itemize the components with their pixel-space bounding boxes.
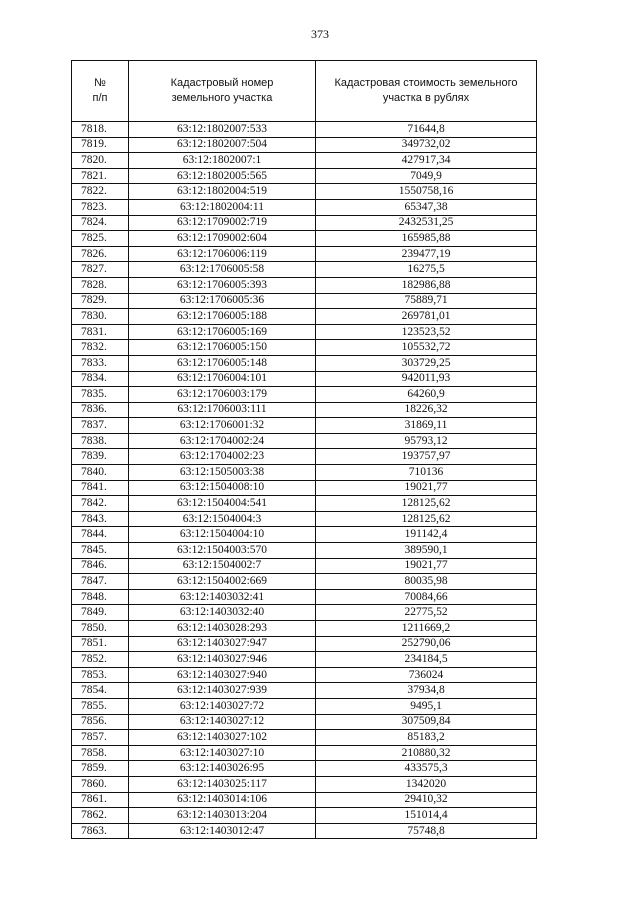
- cadastral-number: 63:12:1403027:940: [129, 667, 316, 683]
- table-header-row: [72, 61, 537, 122]
- row-number: 7831.: [72, 324, 129, 340]
- cadastral-number: 63:12:1403025:117: [129, 776, 316, 792]
- row-number: 7837.: [72, 418, 129, 434]
- cadastral-number: 63:12:1403032:40: [129, 605, 316, 621]
- cadastral-value: 22775,52: [316, 605, 537, 621]
- cadastral-value: 736024: [316, 667, 537, 683]
- cadastral-value: 307509,84: [316, 714, 537, 730]
- cadastral-value: 269781,01: [316, 309, 537, 325]
- table-body: [72, 122, 537, 839]
- row-number: 7845.: [72, 543, 129, 559]
- cadastral-value: 75748,8: [316, 823, 537, 839]
- cadastral-value: 234184,5: [316, 652, 537, 668]
- cadastral-value: 433575,3: [316, 761, 537, 777]
- cadastral-value: 710136: [316, 465, 537, 481]
- table-row: [72, 792, 537, 808]
- table-row: [72, 636, 537, 652]
- cadastral-number: 63:12:1706005:148: [129, 355, 316, 371]
- row-number: 7863.: [72, 823, 129, 839]
- row-number: 7859.: [72, 761, 129, 777]
- table-row: [72, 153, 537, 169]
- row-number: 7825.: [72, 231, 129, 247]
- table-row: [72, 730, 537, 746]
- cadastral-number: 63:12:1403027:72: [129, 698, 316, 714]
- table-row: [72, 231, 537, 247]
- row-number: 7820.: [72, 153, 129, 169]
- row-number: 7839.: [72, 449, 129, 465]
- table-row: [72, 683, 537, 699]
- row-number: 7833.: [72, 355, 129, 371]
- row-number: 7824.: [72, 215, 129, 231]
- table-row: [72, 745, 537, 761]
- cadastral-value: 1342020: [316, 776, 537, 792]
- cadastral-value: 349732,02: [316, 137, 537, 153]
- cadastral-table: [71, 60, 537, 839]
- cadastral-number: 63:12:1403027:946: [129, 652, 316, 668]
- cadastral-number: 63:12:1403027:102: [129, 730, 316, 746]
- table-row: [72, 776, 537, 792]
- table-row: [72, 309, 537, 325]
- row-number: 7822.: [72, 184, 129, 200]
- table-row: [72, 246, 537, 262]
- cadastral-value: 95793,12: [316, 433, 537, 449]
- cadastral-number: 63:12:1709002:604: [129, 231, 316, 247]
- cadastral-value: 303729,25: [316, 355, 537, 371]
- table-row: [72, 293, 537, 309]
- table-row: [72, 527, 537, 543]
- row-number: 7846.: [72, 558, 129, 574]
- cadastral-value: 1550758,16: [316, 184, 537, 200]
- row-number: 7843.: [72, 511, 129, 527]
- table-row: [72, 808, 537, 824]
- row-number: 7842.: [72, 496, 129, 512]
- cadastral-number: 63:12:1504003:570: [129, 543, 316, 559]
- cadastral-value: 427917,34: [316, 153, 537, 169]
- row-number: 7854.: [72, 683, 129, 699]
- row-number: 7848.: [72, 589, 129, 605]
- row-number: 7835.: [72, 387, 129, 403]
- table-row: [72, 402, 537, 418]
- row-number: 7832.: [72, 340, 129, 356]
- cadastral-number: 63:12:1802007:533: [129, 122, 316, 138]
- cadastral-value: 942011,93: [316, 371, 537, 387]
- row-number: 7851.: [72, 636, 129, 652]
- row-number: 7821.: [72, 168, 129, 184]
- row-number: 7858.: [72, 745, 129, 761]
- cadastral-value: 75889,71: [316, 293, 537, 309]
- table-row: [72, 199, 537, 215]
- cadastral-number: 63:12:1706004:101: [129, 371, 316, 387]
- cadastral-number: 63:12:1706006:119: [129, 246, 316, 262]
- row-number: 7841.: [72, 480, 129, 496]
- table-row: [72, 714, 537, 730]
- cadastral-value: 65347,38: [316, 199, 537, 215]
- table-row: [72, 558, 537, 574]
- table-row: [72, 574, 537, 590]
- cadastral-value: 71644,8: [316, 122, 537, 138]
- row-number: 7862.: [72, 808, 129, 824]
- row-number: 7830.: [72, 309, 129, 325]
- cadastral-number: 63:12:1504004:541: [129, 496, 316, 512]
- row-number: 7856.: [72, 714, 129, 730]
- table-row: [72, 340, 537, 356]
- table-row: [72, 667, 537, 683]
- cadastral-number: 63:12:1706005:393: [129, 277, 316, 293]
- cadastral-value: 9495,1: [316, 698, 537, 714]
- cadastral-value: 193757,97: [316, 449, 537, 465]
- cadastral-value: 191142,4: [316, 527, 537, 543]
- cadastral-number: 63:12:1403027:12: [129, 714, 316, 730]
- table-row: [72, 589, 537, 605]
- table-row: [72, 324, 537, 340]
- table-row: [72, 605, 537, 621]
- cadastral-value: 29410,32: [316, 792, 537, 808]
- table-row: [72, 761, 537, 777]
- header-number: № п/п: [72, 61, 129, 122]
- header-cadastral-number: Кадастровый номер земельного участка: [129, 61, 316, 122]
- table-row: [72, 418, 537, 434]
- cadastral-number: 63:12:1403027:939: [129, 683, 316, 699]
- cadastral-number: 63:12:1704002:24: [129, 433, 316, 449]
- cadastral-number: 63:12:1706001:32: [129, 418, 316, 434]
- cadastral-number: 63:12:1802004:519: [129, 184, 316, 200]
- cadastral-value: 210880,32: [316, 745, 537, 761]
- table-row: [72, 387, 537, 403]
- row-number: 7852.: [72, 652, 129, 668]
- cadastral-number: 63:12:1403013:204: [129, 808, 316, 824]
- table-row: [72, 543, 537, 559]
- cadastral-value: 70084,66: [316, 589, 537, 605]
- cadastral-number: 63:12:1403032:41: [129, 589, 316, 605]
- table-row: [72, 184, 537, 200]
- cadastral-value: 105532,72: [316, 340, 537, 356]
- cadastral-number: 63:12:1505003:38: [129, 465, 316, 481]
- row-number: 7857.: [72, 730, 129, 746]
- table-row: [72, 371, 537, 387]
- row-number: 7834.: [72, 371, 129, 387]
- table-row: [72, 496, 537, 512]
- cadastral-value: 239477,19: [316, 246, 537, 262]
- table-row: [72, 277, 537, 293]
- row-number: 7819.: [72, 137, 129, 153]
- cadastral-value: 389590,1: [316, 543, 537, 559]
- cadastral-value: 64260,9: [316, 387, 537, 403]
- cadastral-value: 151014,4: [316, 808, 537, 824]
- row-number: 7826.: [72, 246, 129, 262]
- row-number: 7827.: [72, 262, 129, 278]
- cadastral-value: 123523,52: [316, 324, 537, 340]
- table-row: [72, 215, 537, 231]
- cadastral-number: 63:12:1504002:669: [129, 574, 316, 590]
- cadastral-value: 165985,88: [316, 231, 537, 247]
- cadastral-number: 63:12:1504004:10: [129, 527, 316, 543]
- row-number: 7840.: [72, 465, 129, 481]
- table-row: [72, 465, 537, 481]
- cadastral-value: 252790,06: [316, 636, 537, 652]
- table-row: [72, 168, 537, 184]
- cadastral-value: 16275,5: [316, 262, 537, 278]
- row-number: 7828.: [72, 277, 129, 293]
- cadastral-value: 80035,98: [316, 574, 537, 590]
- row-number: 7823.: [72, 199, 129, 215]
- cadastral-value: 128125,62: [316, 496, 537, 512]
- cadastral-number: 63:12:1709002:719: [129, 215, 316, 231]
- cadastral-number: 63:12:1706003:179: [129, 387, 316, 403]
- cadastral-number: 63:12:1706005:188: [129, 309, 316, 325]
- cadastral-number: 63:12:1403014:106: [129, 792, 316, 808]
- cadastral-number: 63:12:1403026:95: [129, 761, 316, 777]
- row-number: 7847.: [72, 574, 129, 590]
- cadastral-number: 63:12:1802005:565: [129, 168, 316, 184]
- cadastral-value: 1211669,2: [316, 621, 537, 637]
- cadastral-number: 63:12:1706005:58: [129, 262, 316, 278]
- row-number: 7844.: [72, 527, 129, 543]
- cadastral-number: 63:12:1504004:3: [129, 511, 316, 527]
- cadastral-value: 19021,77: [316, 480, 537, 496]
- cadastral-value: 182986,88: [316, 277, 537, 293]
- cadastral-number: 63:12:1403027:947: [129, 636, 316, 652]
- row-number: 7860.: [72, 776, 129, 792]
- table-row: [72, 621, 537, 637]
- table-row: [72, 652, 537, 668]
- cadastral-value: 37934,8: [316, 683, 537, 699]
- cadastral-value: 31869,11: [316, 418, 537, 434]
- page-number: 373: [311, 27, 329, 41]
- table-row: [72, 262, 537, 278]
- cadastral-number: 63:12:1704002:23: [129, 449, 316, 465]
- cadastral-number: 63:12:1403028:293: [129, 621, 316, 637]
- cadastral-number: 63:12:1802007:504: [129, 137, 316, 153]
- table-row: [72, 449, 537, 465]
- cadastral-value: 2432531,25: [316, 215, 537, 231]
- table-row: [72, 137, 537, 153]
- cadastral-value: 18226,32: [316, 402, 537, 418]
- table-row: [72, 698, 537, 714]
- cadastral-value: 85183,2: [316, 730, 537, 746]
- cadastral-number: 63:12:1706005:169: [129, 324, 316, 340]
- cadastral-number: 63:12:1706005:36: [129, 293, 316, 309]
- row-number: 7850.: [72, 621, 129, 637]
- cadastral-value: 7049,9: [316, 168, 537, 184]
- table-row: [72, 355, 537, 371]
- row-number: 7818.: [72, 122, 129, 138]
- row-number: 7838.: [72, 433, 129, 449]
- cadastral-value: 128125,62: [316, 511, 537, 527]
- cadastral-number: 63:12:1504002:7: [129, 558, 316, 574]
- row-number: 7855.: [72, 698, 129, 714]
- cadastral-value: 19021,77: [316, 558, 537, 574]
- cadastral-number: 63:12:1706003:111: [129, 402, 316, 418]
- row-number: 7829.: [72, 293, 129, 309]
- cadastral-number: 63:12:1802004:11: [129, 199, 316, 215]
- table-row: [72, 122, 537, 138]
- cadastral-number: 63:12:1504008:10: [129, 480, 316, 496]
- cadastral-number: 63:12:1403012:47: [129, 823, 316, 839]
- row-number: 7861.: [72, 792, 129, 808]
- header-cadastral-value: Кадастровая стоимость земельного участка в рублях: [316, 61, 537, 122]
- table-row: [72, 823, 537, 839]
- table-row: [72, 511, 537, 527]
- cadastral-number: 63:12:1706005:150: [129, 340, 316, 356]
- table-row: [72, 433, 537, 449]
- row-number: 7836.: [72, 402, 129, 418]
- cadastral-number: 63:12:1403027:10: [129, 745, 316, 761]
- row-number: 7849.: [72, 605, 129, 621]
- table-row: [72, 480, 537, 496]
- row-number: 7853.: [72, 667, 129, 683]
- cadastral-number: 63:12:1802007:1: [129, 153, 316, 169]
